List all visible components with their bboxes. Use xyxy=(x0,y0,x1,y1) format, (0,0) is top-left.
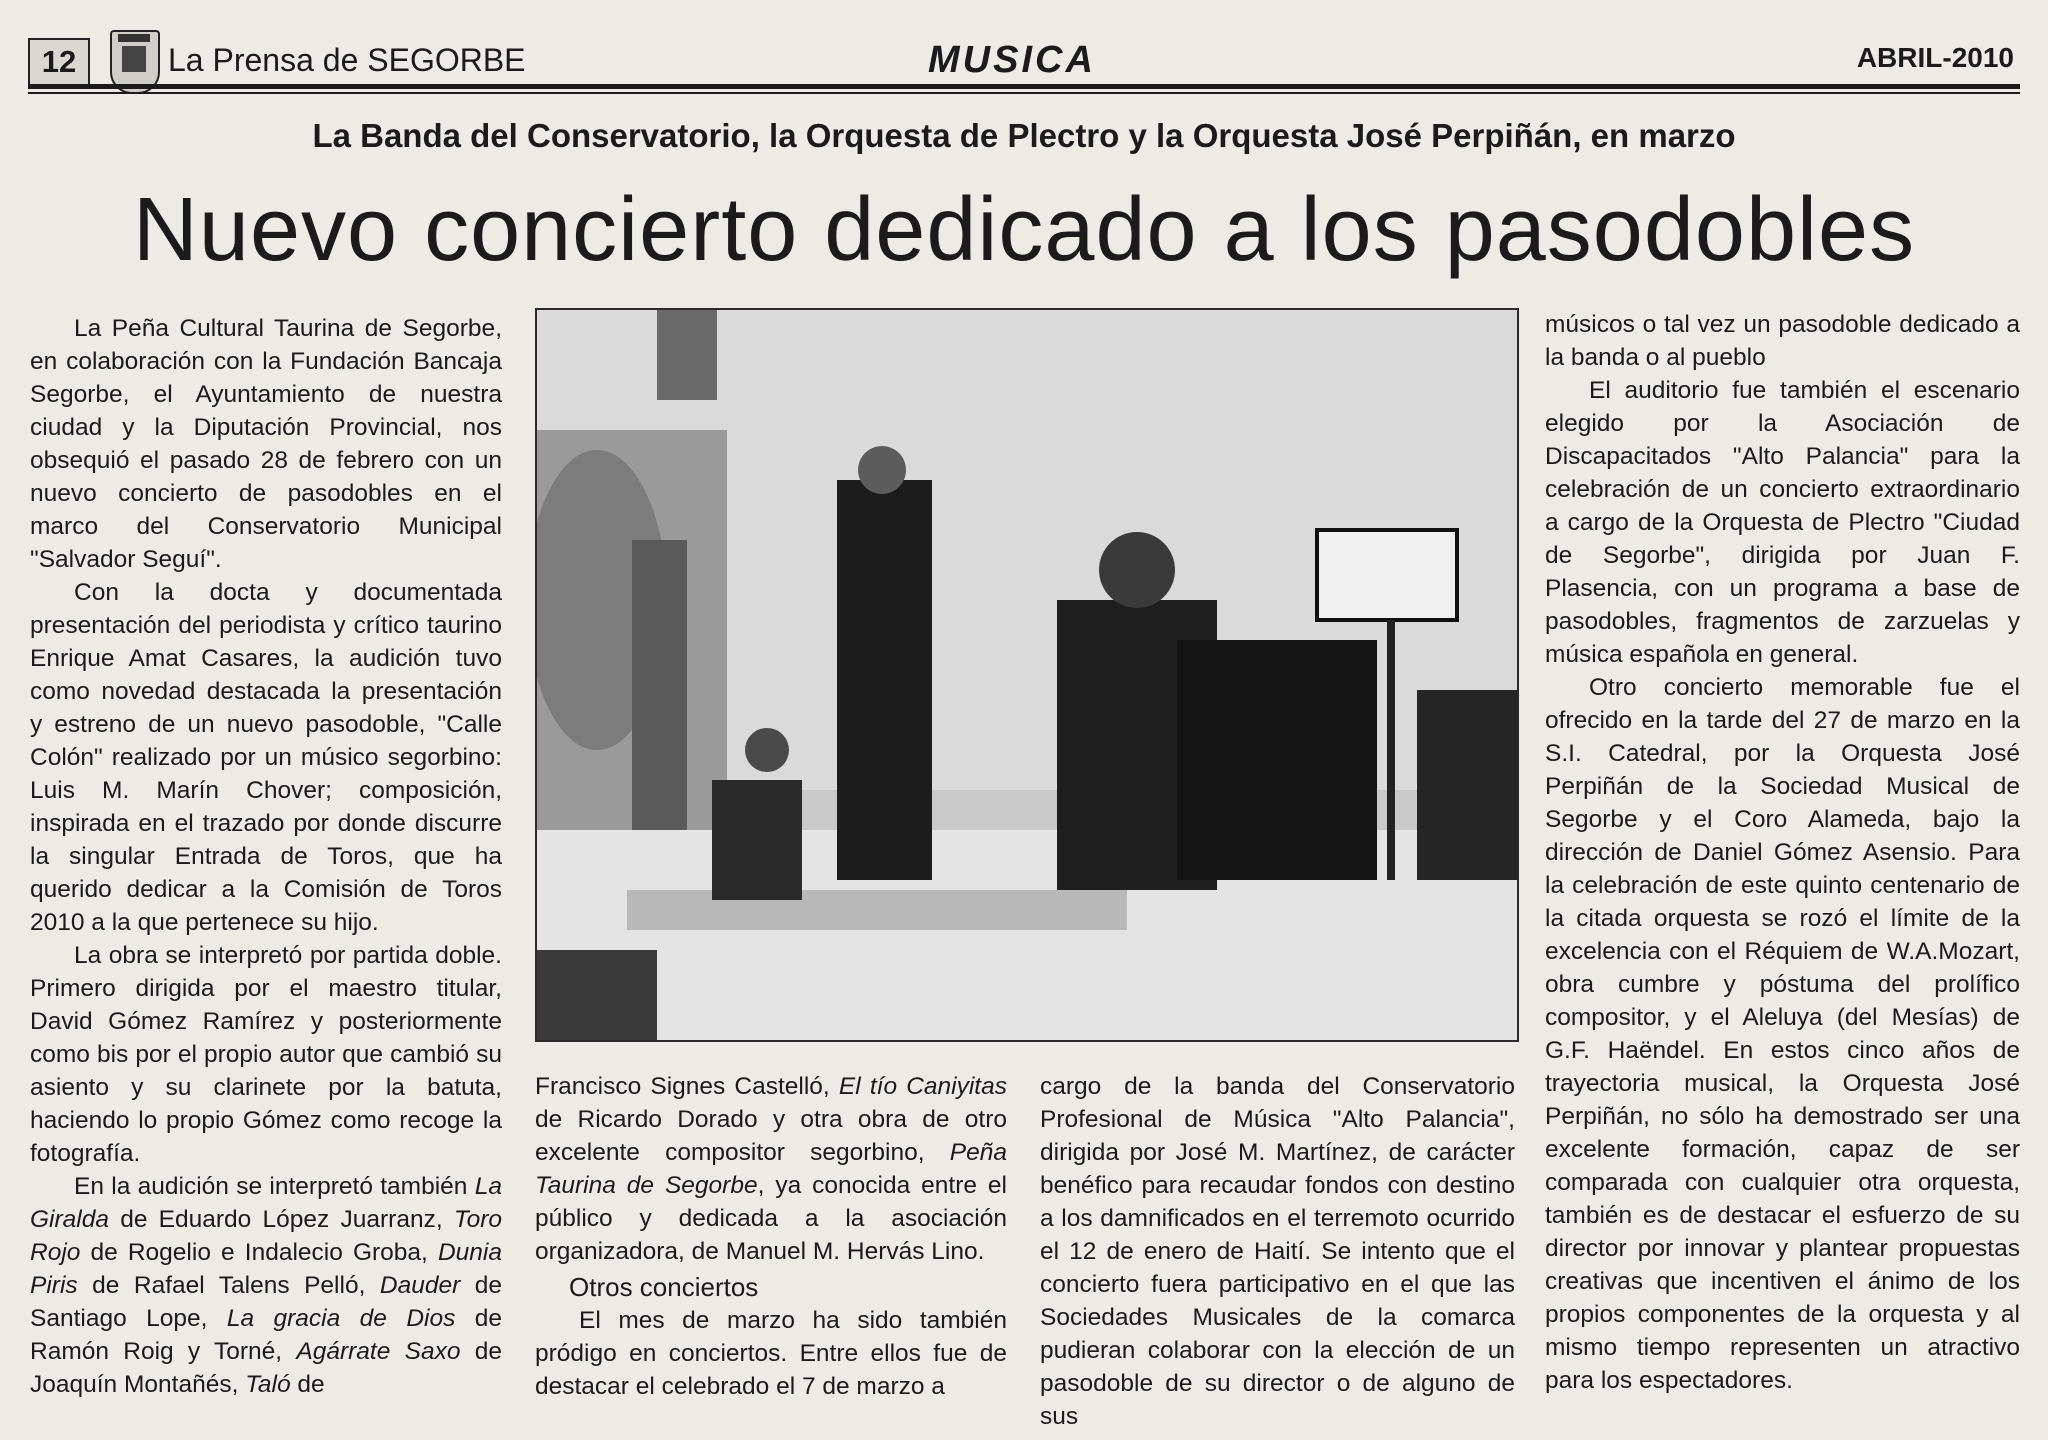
paragraph: Francisco Signes Castelló, El tío Caniyitas de Ricardo Dorado y otra obra de otro excelente compositor segorbino, Peña Taurina de Segorbe, ya conocida entre el público y dedicada a la asociación organizadora, de Manuel M. Hervás Lino. xyxy=(535,1073,1007,1265)
section-title: MUSICA xyxy=(928,39,1096,81)
paragraph: cargo de la banda del Conservatorio Profesional de Música "Alto Palancia", dirigida por José M. Martínez, de carácter benéfico para recaudar fondos con destino a los damnificados en el terremoto ocurrido el 12 de enero de Haití. Se intento que el concierto fuera participativo en el que las Sociedades Musicales de la comarca pudieran colaborar con la elección de un pasodoble de su director o de alguno de sus xyxy=(1040,1073,1515,1430)
newspaper-name: La Prensa de SEGORBE xyxy=(168,42,526,78)
header-rule-thin xyxy=(28,92,2020,94)
column-3 xyxy=(1040,1070,1515,1433)
issue-date: ABRIL-2010 xyxy=(1856,42,2014,73)
paragraph: El auditorio fue también el escenario elegido por la Asociación de Discapacitados "Alto Palancia" para la celebración de un concierto extraordinario a cargo de la Orquesta de Plectro "Ciudad de Segorbe", dirigida por Juan F. Plasencia, con un programa a base de pasodobles, fragmentos de zarzuelas y música española en general. xyxy=(1545,377,2020,668)
header-rule xyxy=(28,84,2020,89)
paragraph: Con la docta y documentada presentación del periodista y crítico taurino Enrique Amat Casares, la audición tuvo como novedad destacada la presentación y estreno de un nuevo pasodoble, "Calle Colón" realizado por un músico segorbino: Luis M. Marín Chover; composición, inspirada en el trazado por donde discurre la singular Entrada de Toros, que ha querido dedicar a la Comisión de Toros 2010 a la que pertenece su hijo. xyxy=(30,579,502,936)
concert-photo xyxy=(535,308,1519,1042)
concert-photo-image xyxy=(537,310,1517,1040)
paragraph: La obra se interpretó por partida doble. Primero dirigida por el maestro titular, David Gómez Ramírez y posteriormente como bis por el propio autor que cambió su asiento y su clarinete por la batuta, haciendo lo propio Gómez como recoge la fotografía. xyxy=(30,942,502,1167)
paragraph: músicos o tal vez un pasodoble dedicado a la banda o al pueblo xyxy=(1545,311,2020,371)
page-header xyxy=(28,38,2020,90)
column-1 xyxy=(30,312,502,1401)
article-kicker: La Banda del Conservatorio, la Orquesta de Plectro y la Orquesta José Perpiñán, en marzo xyxy=(312,117,1736,154)
paragraph: En la audición se interpretó también La Giralda de Eduardo López Juarranz, Toro Rojo de Rogelio e Indalecio Groba, Dunia Piris de Rafael Talens Pelló, Dauder de Santiago Lope, La gracia de Dios de Ramón Roig y Torné, Agárrate Saxo de Joaquín Montañés, Taló de xyxy=(30,1173,503,1398)
paragraph: El mes de marzo ha sido también pródigo en conciertos. Entre ellos fue de destacar el celebrado el 7 de marzo a xyxy=(535,1307,1007,1400)
article-headline: Nuevo concierto dedicado a los pasodobles xyxy=(132,180,1916,280)
column-4 xyxy=(1545,308,2020,1397)
column-2 xyxy=(535,1070,1007,1403)
paragraph: La Peña Cultural Taurina de Segorbe, en colaboración con la Fundación Bancaja Segorbe, el Ayuntamiento de nuestra ciudad y la Diputación Provincial, nos obsequió el pasado 28 de febrero con un nuevo concierto de pasodobles en el marco del Conservatorio Municipal "Salvador Seguí". xyxy=(30,315,502,573)
paragraph: Otro concierto memorable fue el ofrecido en la tarde del 27 de marzo en la S.I. Catedral, por la Orquesta José Perpiñán de la Sociedad Musical de Segorbe y el Coro Alameda, bajo la dirección de Daniel Gómez Asensio. Para la celebración de este quinto centenario de la citada orquesta se rozó el límite de la excelencia con el Réquiem de W.A.Mozart, obra cumbre y póstuma del prolífico compositor, y el Aleluya (del Mesías) de G.F. Haëndel. En estos cinco años de trayectoria musical, la Orquesta José Perpiñán, no sólo ha demostrado ser una excelente formación, capaz de ser comparada con cualquier otra orquesta, también es de destacar el esfuerzo de su director por innovar y plantear propuestas creativas que incentiven el ánimo de los propios componentes de la orquesta y al mismo tiempo representen un atractivo para los espectadores. xyxy=(1545,674,2020,1394)
page-number: 12 xyxy=(28,38,90,86)
subheading: Otros conciertos xyxy=(569,1272,759,1302)
